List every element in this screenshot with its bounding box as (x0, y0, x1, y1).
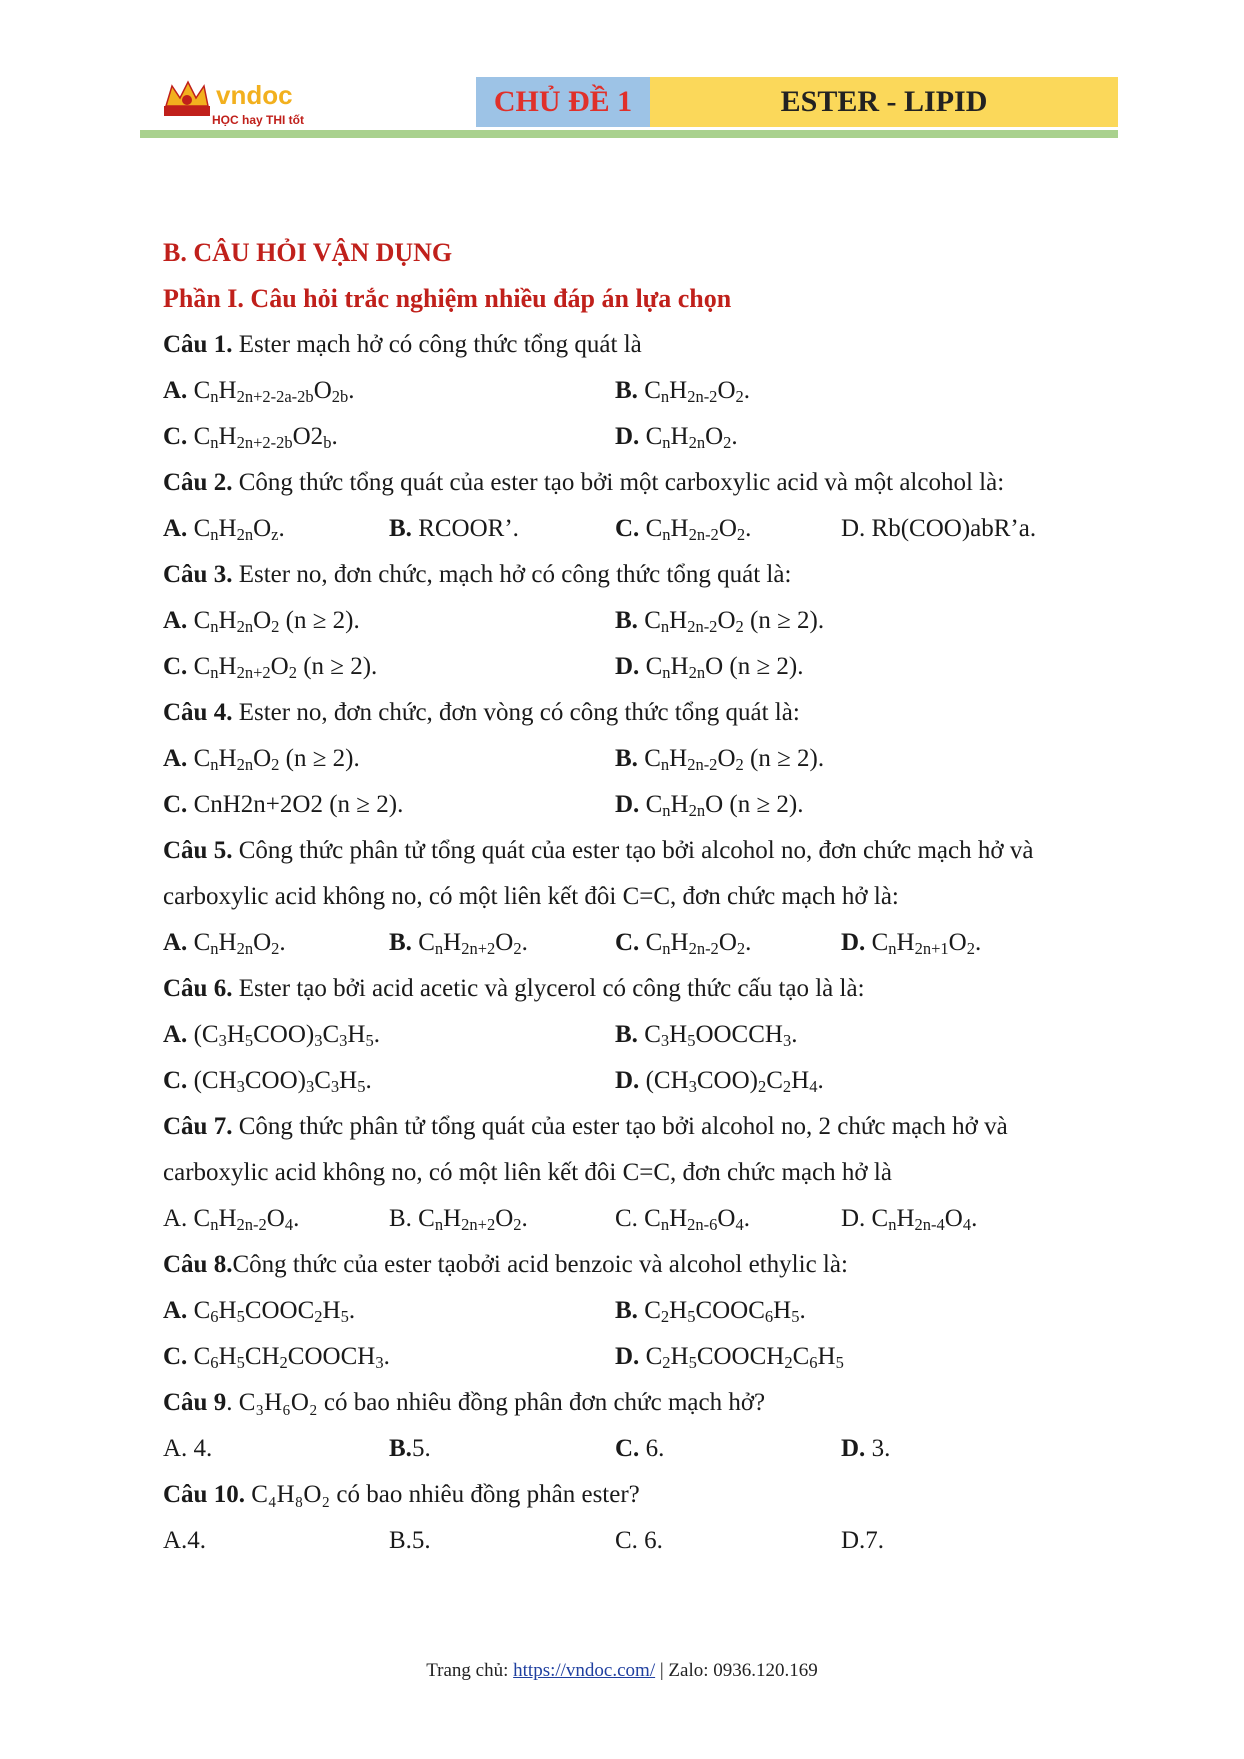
option-a[interactable]: A. 4. (163, 1435, 213, 1462)
option-a[interactable]: A. $C_nH_{2n+2-2a-2b}O_{2b}$. (163, 377, 355, 407)
page-header (140, 72, 1118, 140)
question-7: Câu 7. Công thức phân tử tổng quát của ester tạo bởi alcohol no, 2 chức mạch hở và (163, 1113, 1008, 1140)
option-d[interactable]: D. $C_nH_{2n-4}O_4$. (841, 1205, 978, 1235)
section-title: B. CÂU HỎI VẬN DỤNG (163, 238, 453, 267)
question-6: Câu 6. Ester tạo bởi acid acetic và glycerol có công thức cấu tạo là là: (163, 975, 865, 1002)
question-9: Câu 9. C₃H₆O₂ có bao nhiêu đồng phân đơn chức mạch hở? (163, 1389, 766, 1416)
part-title: Phần I. Câu hỏi trắc nghiệm nhiều đáp án lựa chọn (163, 284, 732, 313)
option-c[interactable]: C. $C_6H_5CH_2COOCH_3$. (163, 1343, 390, 1373)
question-8: Câu 8.Công thức của ester tạobởi acid benzoic và alcohol ethylic là: (163, 1251, 848, 1278)
vndoc-logo[interactable] (160, 76, 320, 130)
option-d[interactable]: D. 3. (841, 1435, 891, 1462)
question-4: Câu 4. Ester no, đơn chức, đơn vòng có công thức tổng quát là: (163, 699, 800, 726)
option-a[interactable]: A.4. (163, 1527, 207, 1554)
question-5: Câu 5. Công thức phân tử tổng quát của ester tạo bởi alcohol no, đơn chức mạch hở và (163, 837, 1034, 864)
option-a[interactable]: A. $C_nH_{2n}O_2$ (n ≥ 2). (163, 607, 360, 637)
option-c[interactable]: C. $C_nH_{2n+2}O_2$ (n ≥ 2). (163, 653, 378, 683)
option-d[interactable]: D. $(CH_3COO)_2C_2H_4$. (615, 1067, 824, 1097)
question-5-cont: carboxylic acid không no, có một liên kết đôi C=C, đơn chức mạch hở là: (163, 883, 899, 910)
option-c[interactable]: C. $C_nH_{2n-6}O_4$. (615, 1205, 750, 1235)
option-a[interactable]: A. $C_nH_{2n}O_z$. (163, 515, 285, 545)
option-a[interactable]: A. $(C_3H_5COO)_3C_3H_5$. (163, 1021, 380, 1051)
question-1: Câu 1. Ester mạch hở có công thức tổng quát là (163, 331, 642, 358)
page-footer: Trang chủ: https://vndoc.com/ | Zalo: 0936.120.169 (426, 1660, 818, 1681)
option-d[interactable]: D. $C_nH_{2n}O$ (n ≥ 2). (615, 653, 804, 683)
option-b[interactable]: B. $C_nH_{2n+2}O_2$. (389, 929, 528, 959)
logo-text: vndoc (216, 80, 293, 110)
option-d[interactable]: D. $C_2H_5COOCH_2C_6H_5$ (615, 1343, 844, 1373)
question-2: Câu 2. Công thức tổng quát của ester tạo bởi một carboxylic acid và một alcohol là: (163, 469, 1005, 496)
option-d[interactable]: D. Rb(COO)abR’a. (841, 515, 1037, 542)
chapter-title: ESTER - LIPID (650, 77, 1118, 127)
option-c[interactable]: C. 6. (615, 1527, 663, 1554)
crown-icon (164, 82, 210, 116)
option-b[interactable]: B. $C_3H_5OOCCH_3$. (615, 1021, 798, 1051)
option-b[interactable]: B. $C_nH_{2n-2}O_2$ (n ≥ 2). (615, 745, 825, 775)
option-a[interactable]: A. $C_nH_{2n}O_2$ (n ≥ 2). (163, 745, 360, 775)
option-d[interactable]: D.7. (841, 1527, 885, 1554)
option-c[interactable]: C. 6. (615, 1435, 665, 1462)
option-a[interactable]: A. $C_6H_5COOC_2H_5$. (163, 1297, 356, 1327)
option-b[interactable]: B.5. (389, 1527, 431, 1554)
option-b[interactable]: B.5. (389, 1435, 431, 1462)
option-b[interactable]: B. RCOOR’. (389, 515, 519, 542)
question-7-cont: carboxylic acid không no, có một liên kết đôi C=C, đơn chức mạch hở là (163, 1159, 892, 1186)
header-underline (140, 130, 1118, 138)
option-c[interactable]: C. CnH2n+2O2 (n ≥ 2). (163, 791, 404, 818)
option-b[interactable]: B. $C_2H_5COOC_6H_5$. (615, 1297, 806, 1327)
option-a[interactable]: A. $C_nH_{2n}O_2$. (163, 929, 286, 959)
topic-label: CHỦ ĐỀ 1 (476, 77, 650, 127)
option-d[interactable]: D. $C_nH_{2n+1}O_2$. (841, 929, 982, 959)
logo-slogan: HỌC hay THI tốt (212, 113, 304, 127)
homepage-link[interactable]: https://vndoc.com/ (513, 1660, 656, 1681)
option-b[interactable]: B. $C_nH_{2n-2}O_2$. (615, 377, 750, 407)
question-10: Câu 10. C₄H₈O₂ có bao nhiêu đồng phân ester? (163, 1481, 640, 1508)
option-d[interactable]: D. $C_nH_{2n}O$ (n ≥ 2). (615, 791, 804, 821)
option-c[interactable]: C. $(CH_3COO)_3C_3H_5$. (163, 1067, 372, 1097)
option-b[interactable]: B. $C_nH_{2n-2}O_2$ (n ≥ 2). (615, 607, 825, 637)
option-c[interactable]: C. $C_nH_{2n-2}O_2$. (615, 929, 752, 959)
option-a[interactable]: A. $C_nH_{2n-2}O_4$. (163, 1205, 300, 1235)
question-3: Câu 3. Ester no, đơn chức, mạch hở có công thức tổng quát là: (163, 561, 792, 588)
option-c[interactable]: C. $C_nH_{2n+2-2b}O2_b$. (163, 423, 338, 453)
option-b[interactable]: B. $C_nH_{2n+2}O_2$. (389, 1205, 528, 1235)
option-c[interactable]: C. $C_nH_{2n-2}O_2$. (615, 515, 752, 545)
option-d[interactable]: D. $C_nH_{2n}O_2$. (615, 423, 738, 453)
